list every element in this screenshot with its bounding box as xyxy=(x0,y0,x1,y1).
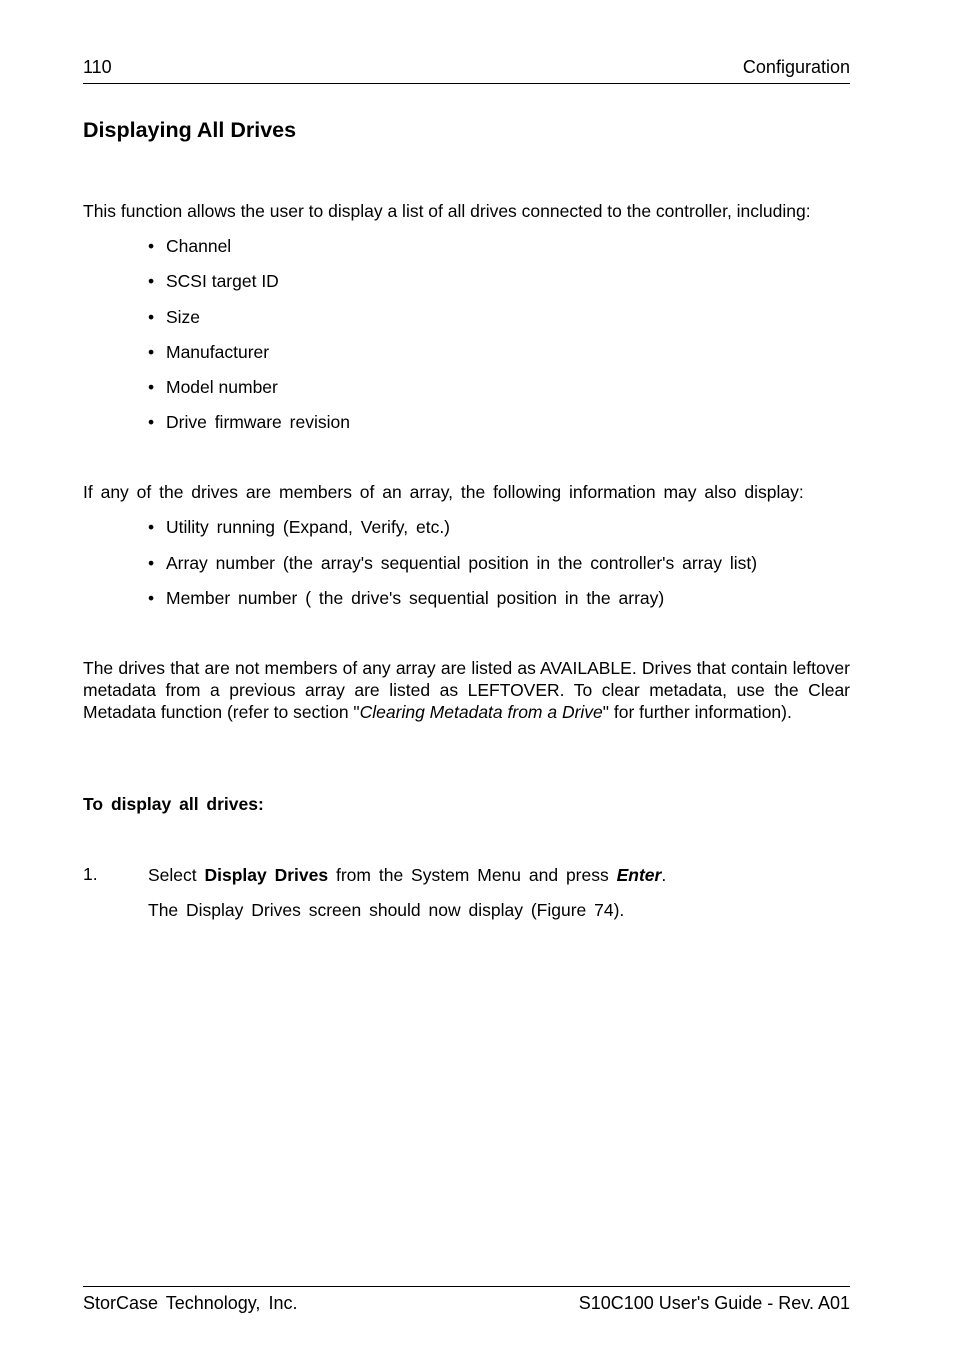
document-page xyxy=(83,0,850,1369)
list-item: • Array number (the array's sequential position in the controller's array list) xyxy=(148,553,758,573)
page-number: 110 xyxy=(83,57,112,77)
list-item: • Model number xyxy=(148,377,278,397)
bullet-icon: • xyxy=(148,412,155,432)
footer-guide: S10C100 User's Guide - Rev. A01 xyxy=(578,1293,850,1313)
page-header xyxy=(83,57,850,84)
bullet-icon: • xyxy=(148,236,155,256)
bullet-icon: • xyxy=(148,342,155,362)
list-item: • Channel xyxy=(148,236,232,256)
list-item: • Member number ( the drive's sequential position in the array) xyxy=(148,588,665,608)
page-footer xyxy=(83,1286,850,1317)
step-result: The Display Drives screen should now display (Figure 74). xyxy=(148,900,625,920)
list-item: • SCSI target ID xyxy=(148,271,279,291)
footer-company: StorCase Technology, Inc. xyxy=(83,1293,298,1313)
intro-paragraph: This function allows the user to display a list of all drives connected to the controller, including: xyxy=(83,201,811,221)
step-number: 1. xyxy=(83,864,98,884)
list-item: • Utility running (Expand, Verify, etc.) xyxy=(148,517,451,537)
list-item: • Drive firmware revision xyxy=(148,412,350,432)
list-item: • Manufacturer xyxy=(148,342,270,362)
bullet-icon: • xyxy=(148,307,155,327)
bullet-icon: • xyxy=(148,517,155,537)
section-name: Configuration xyxy=(742,57,850,77)
metadata-paragraph: The drives that are not members of any array are listed as AVAILABLE. Drives that contain leftover metadata from a previous array are listed as LEFTOVER. To clear metadata, use the Clear Metadata function (refer to section "Clearing Metadata from a Drive" for further information). xyxy=(83,658,850,722)
list-item: • Size xyxy=(148,307,201,327)
bullet-icon: • xyxy=(148,553,155,573)
bullet-icon: • xyxy=(148,588,155,608)
array-intro-paragraph: If any of the drives are members of an array, the following information may also display: xyxy=(83,482,804,502)
section-title: Displaying All Drives xyxy=(83,118,297,142)
step-instruction: Select Display Drives from the System Menu and press Enter. xyxy=(148,865,667,885)
procedure-heading: To display all drives: xyxy=(83,794,264,814)
bullet-icon: • xyxy=(148,271,155,291)
bullet-icon: • xyxy=(148,377,155,397)
